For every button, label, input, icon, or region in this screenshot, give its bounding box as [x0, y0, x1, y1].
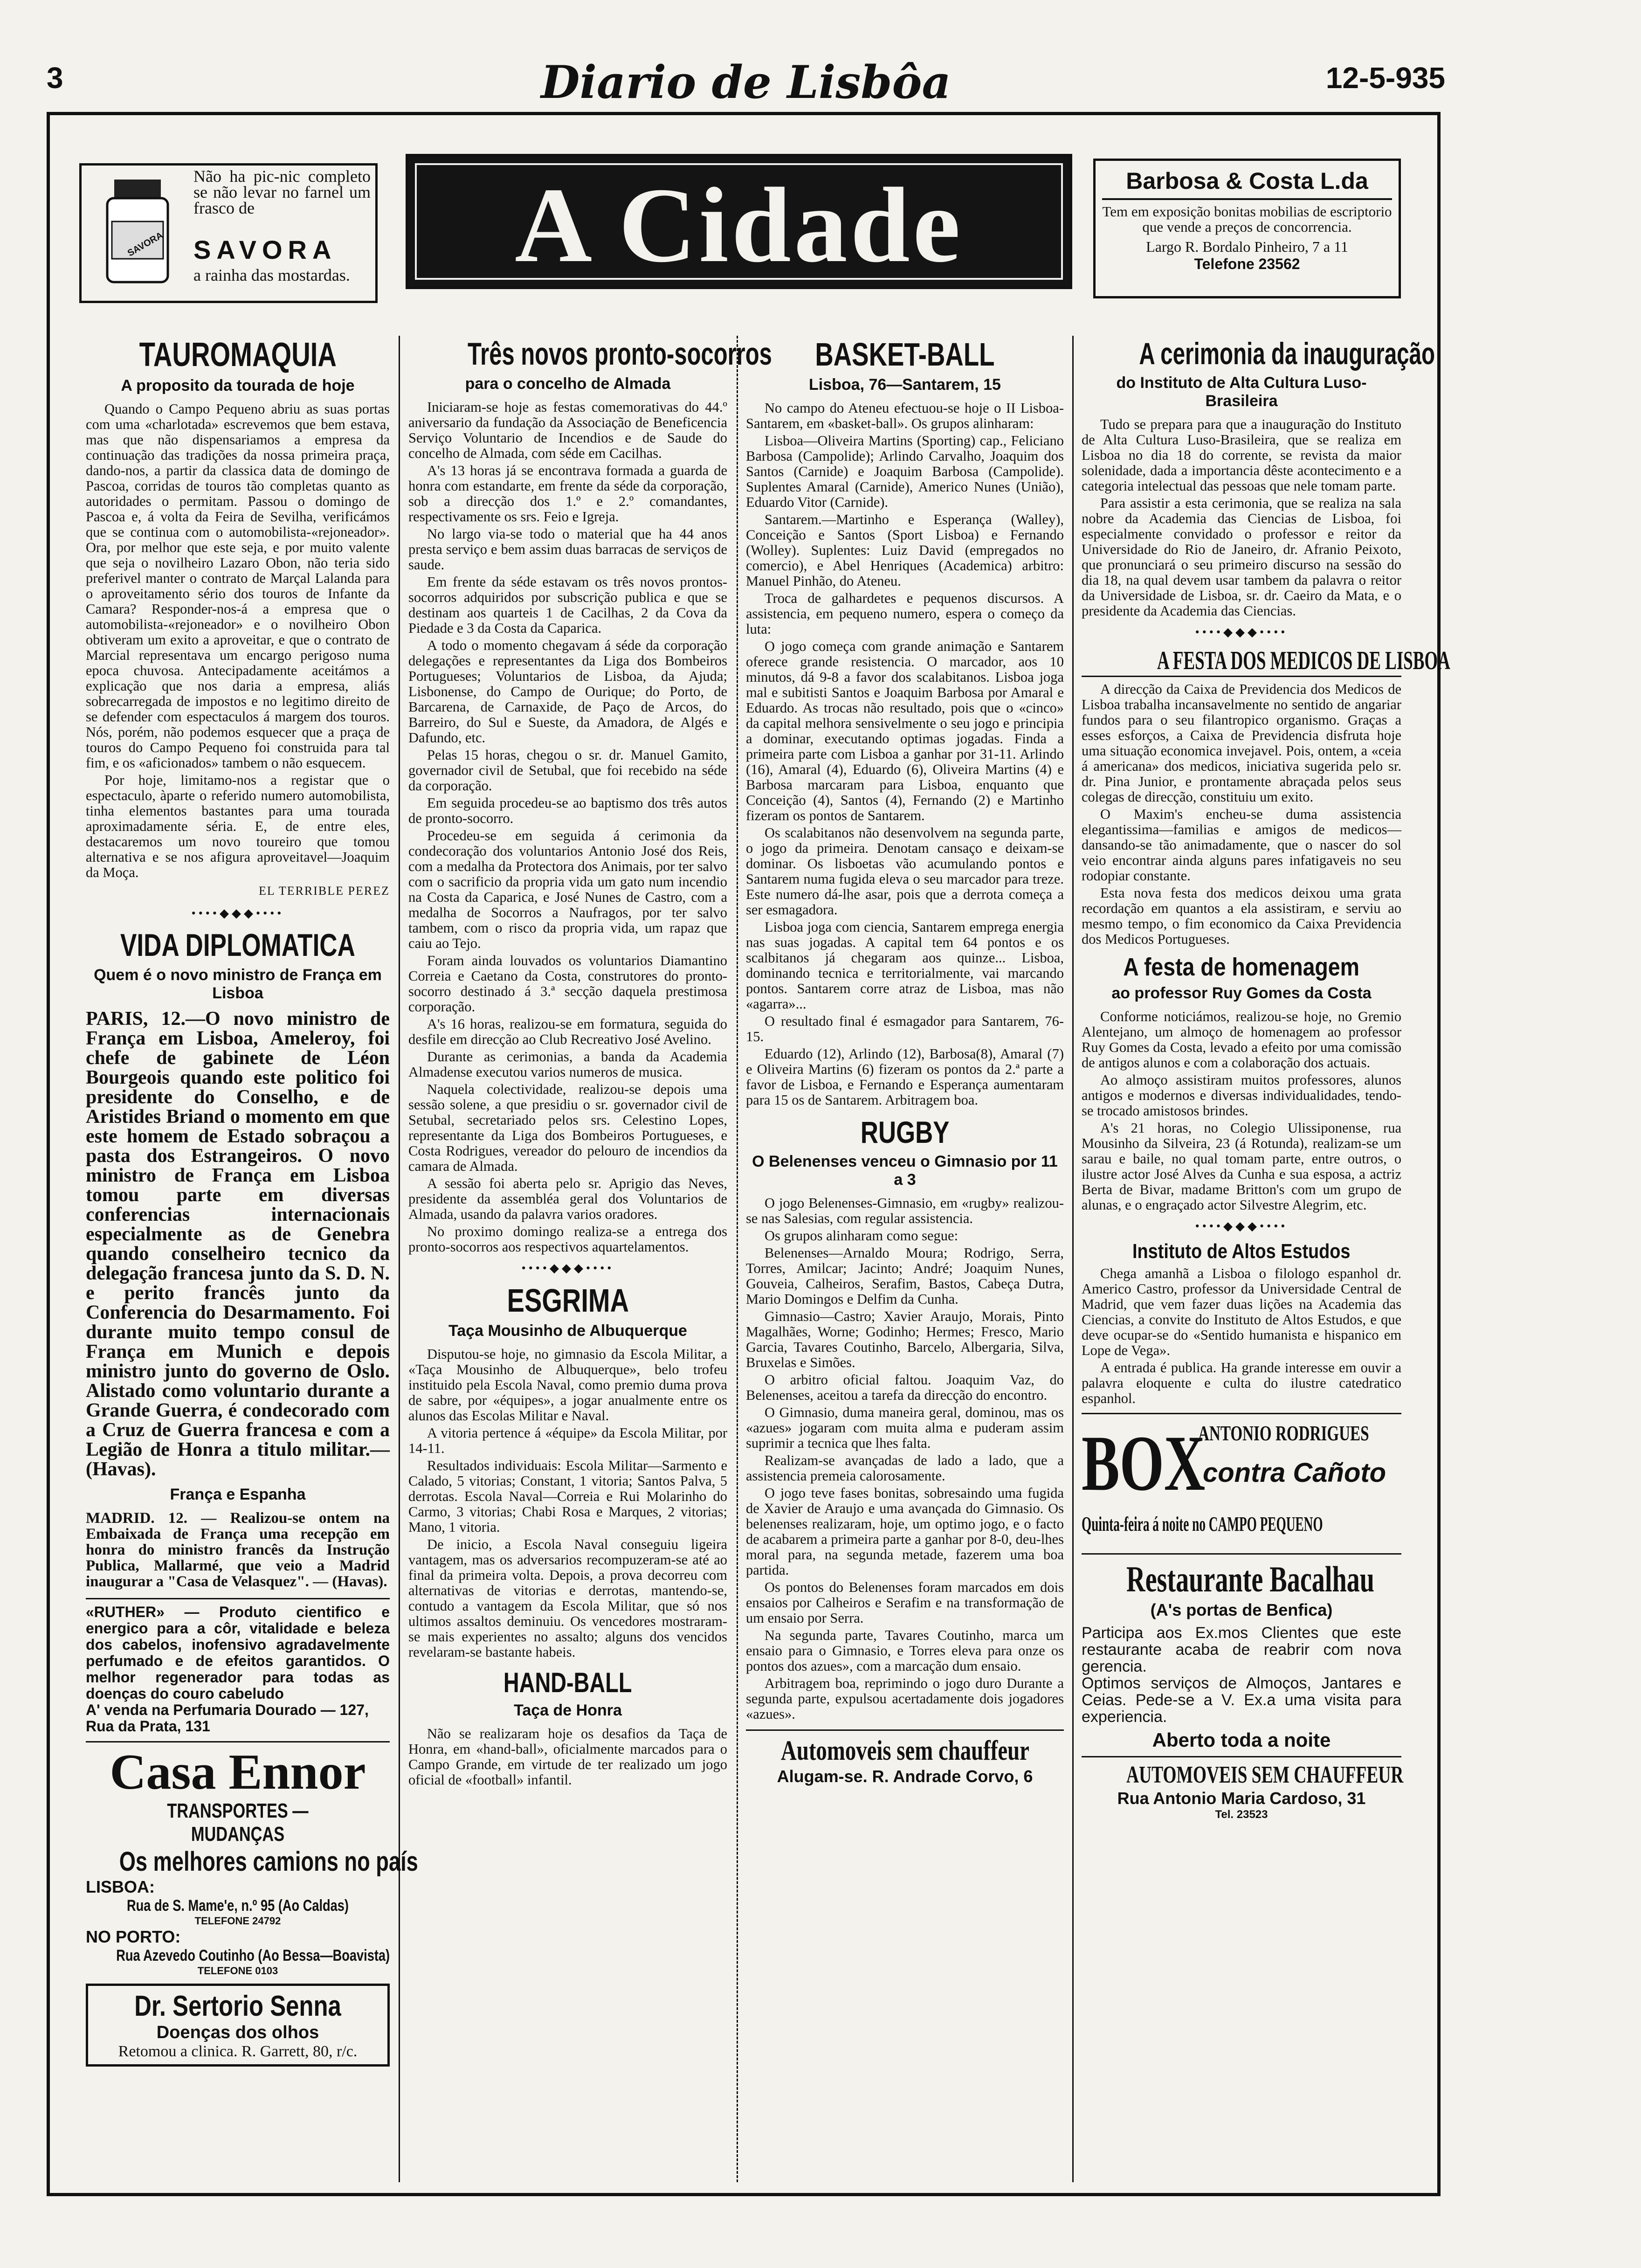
ennor-services: TRANSPORTES — MUDANÇAS — [167, 1799, 309, 1846]
paragraph: Naquela colectividade, realizou-se depois uma sessão solene, a que presidiu o sr. governador civil de Setubal, secretariado pelos srs. Celestino Lopes, representante da Liga dos Bombeiros Portugueses, e Costa Rodrigues, vereador do pelouro de incendios da camara de Almada. — [408, 1081, 727, 1174]
paragraph: Não se realizaram hoje os desafios da Taça de Honra, em «hand-ball», oficialmente marcados para o Campo Grande, em virtude de ter realizado um jogo oficial de «football» infantil. — [408, 1726, 727, 1788]
ruther-shop: A' venda na Perfumaria Dourado — 127, Rua da Prata, 131 — [86, 1701, 369, 1735]
paragraph: Foram ainda louvados os voluntarios Diamantino Correia e Caetano da Costa, construtores do pronto-socorro destinado á 3.ª secção daquela prestimosa corporação. — [408, 953, 727, 1015]
paragraph: Para assistir a esta cerimonia, que se realiza na sala nobre da Academia das Ciencias de Lisboa, foi especialmente convidado o professor e reitor da Universidade do Rio de Janeiro, dr. Afranio Peixoto, que pronunciará o seu primeiro discurso na sessão do dia 18, na qual devem usar tambem da palavra o reitor da Universidade de Lisboa, sr. dr. Caeiro da Mata, e o presidente da Academia das Ciencias. — [1082, 495, 1401, 619]
ad-box-fight — [1082, 1413, 1401, 1553]
issue-date: 12-5-935 — [1325, 61, 1445, 95]
ornament-divider: ••••◆◆◆•••• — [1195, 1219, 1288, 1233]
headline-rugby: RUGBY — [860, 1115, 950, 1149]
column-3 — [739, 336, 1070, 2182]
paragraph: Ao almoço assistiram muitos professores, alunos antigos e modernos e diversas individualidades, tendo-se trocado amistosos brindes. — [1082, 1072, 1401, 1119]
paragraph: Em frente da séde estavam os três novos prontos-socorros adquiridos por subscrição publica e que se destinam aos quarteis 1 de Cacilhas, 2 da Cova da Piedade e 3 da Costa da Caparica. — [408, 574, 727, 636]
paragraph: A direcção da Caixa de Previdencia dos Medicos de Lisboa trabalha incansavelmente no sentido de angariar fundos para o seu filantropico organismo. Graças a esses esforços, a Caixa de Previdencia disfruta hoje uma situação economica invejavel. Pois, ontem, a «ceia á americana» dos medicos, iniciativa sugerida pelo sr. dr. Pina Junior, e prontamente abraçada pelos seus colegas de direcção, constituiu um exito. — [1082, 681, 1401, 805]
paragraph: Disputou-se hoje, no gimnasio da Escola Militar, a «Taça Mousinho de Albuquerque», belo trofeu instituido pela Escola Naval, como premio duma prova de sabre, por «équipes», a jogar anualmente entre os alunos das Escolas Militar e Naval. — [408, 1346, 727, 1424]
masthead: Diario de Lisbôa — [541, 56, 951, 109]
ad-barbosa-costa — [1093, 159, 1401, 298]
headline-hand-ball: HAND-BALL — [503, 1667, 632, 1698]
box-fighter-1: ANTONIO RODRIGUES — [1198, 1421, 1369, 1445]
headline-tauromaquia: TAUROMAQUIA — [139, 336, 337, 373]
paragraph: Em seguida procedeu-se ao baptismo dos três autos de pronto-socorro. — [408, 795, 727, 826]
article-inauguracao — [1082, 417, 1401, 619]
paragraph: Realizam-se avançadas de lado a lado, que a assistencia premeia calorosamente. — [746, 1452, 1064, 1484]
restaurant-location: (A's portas de Benfica) — [1150, 1600, 1333, 1619]
barbosa-text: Tem em exposição bonitas mobilias de escriptorio que vende a preços de concorrencia. — [1102, 203, 1392, 235]
paragraph: Pelas 15 horas, chegou o sr. dr. Manuel Gamito, governador civil de Setubal, que foi recebido na séde da corporação. — [408, 747, 727, 794]
ennor-slogan: Os melhores camions no país — [119, 1846, 418, 1877]
headline-esgrima: ESGRIMA — [507, 1282, 629, 1319]
paragraph: Eduardo (12), Arlindo (12), Barbosa(8), Amaral (7) e Oliveira Martins (6) fizeram os pontos da 2.ª parte a favor de Lisboa, e Fernando e Esperança aumentaram para 15 os de Santarem. Arbitragem boa. — [746, 1046, 1064, 1108]
restaurant-services: Optimos serviços de Almoços, Jantares e Ceias. Pede-se a V. Ex.a uma visita para experiencia. — [1082, 1674, 1401, 1726]
paragraph: Os scalabitanos não desenvolvem na segunda parte, o jogo da primeira. Denotam cansaço e deixam-se dominar. Os lisboetas vão acumulando pontos e Santarem numa fugida eleva o seu marcador para treze. Este numero dá-lhe asar, pois que a derrota começa a ser esmagadora. — [746, 825, 1064, 918]
headline-pronto-socorros: Três novos pronto-socorros — [467, 336, 772, 372]
savora-tagline: a rainha das mostardas. — [193, 266, 350, 284]
paragraph: Quando o Campo Pequeno abriu as suas portas com uma «charlotada» escrevemos que bem estava, mas que não dispensariamos a empresa da continuação das tradições da nossa primeira praça, dando-nos, a partir da classica data de domingo de Pascoa, corridas de touros tão completas quanto as autoridades o permitam. Passou o domingo de Pascoa e, á volta da Feira de Sevilha, verificámos que se continua com o automobilista-«rejoneador». Ora, por melhor que este seja, e por muito valente que seja o novilheiro Lazaro Obon, não teria sido preferivel manter o contrato de Marçal Lalanda para o aproveitamento sério dos touros de Infante da Camara? Responder-nos-á a empresa que o automobilista-«rejoneador» e o novilheiro Obon obtiveram um exito a aproveitar, e que o contrato de Marcial representava um encargo perigoso numa epoca chuvosa. Antecipadamente aceitámos a explicação que nos daria a empresa, aliás sobrecarregada de impostos e no legitimo direito de se defender com espectaculos á margem dos touros. Nós, porém, não podemos esquecer que a praça de touros do Campo Pequeno foi construida para tal fim, e os «aficionados» tambem o não esquecem. — [86, 401, 390, 771]
column-4 — [1075, 336, 1450, 2182]
byline: EL TERRIBLE PEREZ — [259, 884, 390, 898]
senna-specialty: Doenças dos olhos — [156, 2023, 319, 2042]
ad-automoveis-corvo — [746, 1729, 1064, 1786]
paragraph: O arbitro oficial faltou. Joaquim Vaz, do Belenenses, aceitou a tarefa da direcção do encontro. — [746, 1372, 1064, 1403]
paragraph: Procedeu-se em seguida á cerimonia da condecoração dos voluntarios Antonio José dos Reis, com a medalha da Protectora dos Animais, por ter salvo com o sacrificio da propria vida um gato num incendio na Costa da Caparica, e José Nunes de Castro, com a medalha de Socorros a Naufragos, por ter salvo tambem, com o risco da propria vida, um rapaz que caiu ao Tejo. — [408, 828, 727, 951]
barbosa-name: Barbosa & Costa L.da — [1102, 167, 1392, 200]
article-rugby — [746, 1196, 1064, 1722]
auto-cardoso-address: Rua Antonio Maria Cardoso, 31 — [1117, 1789, 1366, 1808]
paragraph: Lisboa—Oliveira Martins (Sporting) cap., Feliciano Barbosa (Campolide); Arlindo Carvalho, Joaquim dos Santos (Carnide) e Joaquim Barbosa (Campolide). Suplentes Amaral (Carnide), Americo Nunes (União), Eduardo Vitor (Carnide). — [746, 433, 1064, 510]
article-pronto-socorros — [408, 400, 727, 1255]
ornament-divider: ••••◆◆◆•••• — [191, 906, 284, 920]
paragraph: O jogo começa com grande animação e Santarem oferece grande resistencia. O marcador, aos 10 minutos, dá 9-8 a favor dos scalabitanos. Lisboa joga mal e subitisti Santos e Joaquim Barbosa por Amaral e Eduardo. As trocas não resultado, pois que o «cinco» da capital melhora sensivelmente o seu jogo e principia a dominar, executando optimas jogadas. Finda a primeira parte com Lisboa a ganhar por 31-11. Arlindo (16), Amaral (4), Eduardo (6), Oliveira Martins (4) e Barbosa marcaram para Lisboa, enquanto que Conceição (4), Santos (4), Fernando (2) e Martinho fizeram os pontos de Santarem. — [746, 638, 1064, 823]
subhead-rugby: O Belenenses venceu o Gimnasio por 11 a 3 — [752, 1153, 1058, 1189]
savora-text: Não ha pic-nic completo se não levar no farnel um frasco de — [193, 167, 371, 217]
article-basket-ball — [746, 401, 1064, 1108]
article-homenagem — [1082, 1009, 1401, 1213]
article-tauromaquia — [86, 401, 390, 880]
paragraph: Belenenses—Arnaldo Moura; Rodrigo, Serra, Torres, Amilcar; Jacinto; André; Joaquim Nunes, Gouveia, Calheiros, Serafim, Bastos, Cabeça Dutra, Mario Domingos e Delfim da Cunha. — [746, 1245, 1064, 1307]
paragraph: Resultados individuais: Escola Militar—Sarmento e Calado, 5 vitorias; Constant, 1 vitoria; Santos Palva, 5 derrotas. Escola Naval—Correia e Rui Molarinho do Carmo, 3 vitorias; Chabi Rosa e Marques, 2 vitorias; Mano, 1 vitoria. — [408, 1458, 727, 1535]
paragraph: O Gimnasio, duma maneira geral, dominou, mas os «azues» jogaram com muita alma e puderam assim suprimir a tecnica que lhes falta. — [746, 1404, 1064, 1451]
subhead-ruy-gomes: ao professor Ruy Gomes da Costa — [1111, 984, 1372, 1002]
paragraph: Iniciaram-se hoje as festas comemorativas do 44.º aniversario da fundação da Associação de Beneficencia Serviço Voluntario de Incendios e de Saude do concelho de Almada, com séde em Cacilhas. — [408, 399, 727, 461]
ad-automoveis-cardoso — [1082, 1756, 1404, 1821]
paragraph: Na segunda parte, Tavares Coutinho, marca um ensaio para o Gimnasio, e Torres eleva para onze os pontos dos azues», com a marcação dum ensaio. — [746, 1627, 1064, 1674]
paragraph: Por hoje, limitamo-nos a registar que o espectaculo, àparte o referido numero automobilista, tinha elementos bastantes para uma tourada aproximadamente séria. E, de entre eles, destacaremos um novo toureiro que tomou alternativa e se nos afigura aproveitavel—Joaquim da Moça. — [86, 772, 390, 880]
paragraph: Tudo se prepara para que a inauguração do Instituto de Alta Cultura Luso-Brasileira, que se realiza em Lisboa no dia 18 do corrente, se revista da maior solenidade, dada a importancia dêste acontecimento e a categoria intelectual das pessoas que nele tomam parte. — [1082, 416, 1401, 494]
ad-casa-ennor — [86, 1741, 418, 1977]
page-header — [47, 56, 1445, 107]
subhead-taca-mousinho: Taça Mousinho de Albuquerque — [448, 1322, 687, 1340]
box-fighter-2: contra Cañoto — [1203, 1458, 1386, 1488]
headline-vida-diplomatica: VIDA DIPLOMATICA — [120, 927, 355, 963]
column-2 — [402, 336, 772, 2182]
ornament-divider: ••••◆◆◆•••• — [1195, 625, 1288, 639]
headline-homenagem: A festa de homenagem — [1123, 953, 1360, 981]
savora-brand: SAVORA — [193, 235, 337, 264]
paragraph: O jogo Belenenses-Gimnasio, em «rugby» realizou-se nas Salesias, com regular assistencia. — [746, 1195, 1064, 1226]
section-title: A Cidade — [415, 163, 1063, 280]
barbosa-phone: Telefone 23562 — [1194, 256, 1300, 272]
ennor-lisboa-phone: TELEFONE 24792 — [194, 1915, 281, 1927]
ennor-porto-address: Rua Azevedo Coutinho (Ao Bessa—Boavista) — [116, 1947, 390, 1964]
subhead-taca-honra: Taça de Honra — [514, 1701, 622, 1719]
ornament-divider: ••••◆◆◆•••• — [521, 1261, 614, 1275]
paragraph: Conforme noticiámos, realizou-se hoje, no Gremio Alentejano, um almoço de homenagem ao professor Ruy Gomes da Costa, levado a efeito por uma comissão de antigos alunos e com a colaboração dos actuais. — [1082, 1009, 1401, 1071]
article-hand-ball — [408, 1726, 727, 1788]
subhead-tourada: A proposito da tourada de hoje — [121, 377, 355, 394]
column-rule — [737, 336, 738, 2182]
box-word: BOX — [1082, 1419, 1206, 1507]
subhead-basket-score: Lisboa, 76—Santarem, 15 — [809, 376, 1001, 394]
ad-restaurante-bacalhau — [1082, 1553, 1401, 1751]
senna-name: Dr. Sertorio Senna — [134, 1990, 341, 2022]
ennor-lisboa-address: Rua de S. Mame'e, n.º 95 (Ao Caldas) — [127, 1897, 349, 1915]
column-rule — [399, 336, 400, 2182]
ennor-porto-phone: TELEFONE 0103 — [197, 1965, 278, 1977]
paragraph: Santarem.—Martinho e Esperança (Walley), Conceição e Santos (Sport Lisboa) e Fernando (Wolley). Suplentes: Luiz David (empregados no comercio), e Abel Henriques (Academica) arbitro: Manuel Pinhão, do Ateneu. — [746, 512, 1064, 589]
paragraph: Arbitragem boa, reprimindo o jogo duro Durante a segunda parte, expulsou acertadamente dois jogadores «azues». — [746, 1675, 1064, 1722]
paragraph: O Maxim's encheu-se duma assistencia elegantissima—familias e amigos de medicos—dansando-se tão animadamente, que o nascer do sol veio encontrar ainda alguns pares infatigaveis no seu rodopiar constante. — [1082, 806, 1401, 884]
headline-festa-medicos: A FESTA DOS MEDICOS DE LISBOA — [1157, 646, 1450, 675]
section-banner — [406, 154, 1072, 289]
headline-altos-estudos: Instituto de Altos Estudos — [1132, 1240, 1351, 1263]
paragraph: A's 13 horas já se encontrava formada a guarda de honra com estandarte, em frente da séde da corporação, sob a direcção dos 1.º e 2.º comandantes, respectivamente os srs. Feio e Igreja. — [408, 463, 727, 525]
auto-corvo-address: Alugam-se. R. Andrade Corvo, 6 — [777, 1767, 1033, 1786]
paragraph: Troca de galhardetes e pequenos discursos. A assistencia, em pequeno numero, espera o começo da luta: — [746, 590, 1064, 637]
restaurant-hours: Aberto toda a noite — [1152, 1729, 1331, 1751]
senna-address: Retomou a clinica. R. Garrett, 80, r/c. — [118, 2043, 358, 2060]
paragraph: O resultado final é esmagador para Santarem, 76-15. — [746, 1013, 1064, 1044]
article-ministro: PARIS, 12.—O novo ministro de França em Lisboa, Ameleroy, foi chefe de gabinete de Léon Bourgeois quando este politico foi presidente do Conselho, e de Aristides Briand o momento em que este homem de Estado sobraçou a pasta dos Estrangeiros. O novo ministro de França em Lisboa tomou parte em diversas conferencias internacionais especialmente as de Genebra quando conselheiro tecnico da delegação francesa junto da S. D. N. e perito francês junto da Conferencia do Desarmamento. Foi durante muito tempo consul de França em Munich e depois ministro junto do governo de Oslo. Alistado como voluntario durante a Grande Guerra, é condecorado com a Cruz de Guerra francesa e com a Legião de Honra a titulo militar.—(Havas). — [86, 1008, 390, 1480]
paragraph: De inicio, a Escola Naval conseguiu ligeira vantagem, mas os adversarios recompuzeram-se até ao final da primeira volta. Depois, a prova decorreu com alternativas de vitorias e derrotas, mantendo-se, contudo a vantagem da Escola Militar, que só nos ultimos assaltos deminuiu. Os vencedores mostraram-se mais experientes no assalto; alguns dos vencidos revelaram-se bastante habeis. — [408, 1536, 727, 1660]
article-festa-medicos — [1082, 682, 1401, 947]
subhead-ministro: Quem é o novo ministro de França em Lisboa — [94, 966, 382, 1002]
restaurant-text: Participa aos Ex.mos Clientes que este restaurante acaba de reabrir com nova gerencia. — [1082, 1624, 1401, 1675]
paragraph: Lisboa joga com ciencia, Santarem emprega energia nas suas jogadas. A capital tem 64 pontos e os scalbitanos já chegaram aos quinze... Lisboa, dominando tecnica e territorialmente, vai marcando pontos. Santarem corre atraz de Lisboa, mas não «agarra»... — [746, 919, 1064, 1012]
paragraph: O jogo teve fases bonitas, sobresaindo uma fugida de Xavier de Araujo e uma avançada do Gimnasio. Os belenenses realizaram, hoje, um optimo jogo, e o facto de acabarem a primeira parte a ganhar por 8-0, deu-lhes moral para, na segunda metade, fazerem uma boa partida. — [746, 1485, 1064, 1578]
ennor-porto-label: NO PORTO: — [86, 1927, 181, 1946]
ad-savora — [79, 163, 378, 303]
mustard-jar-icon — [91, 175, 184, 291]
auto-cardoso-title: AUTOMOVEIS SEM CHAUFFEUR — [1126, 1762, 1404, 1788]
column-1 — [79, 336, 418, 2182]
paragraph: No campo do Ateneu efectuou-se hoje o II Lisboa-Santarem, em «basket-ball». Os grupos alinharam: — [746, 400, 1064, 431]
paragraph: A entrada é publica. Ha grande interesse em ouvir a palavra eloquente e culta do ilustre catedratico espanhol. — [1082, 1360, 1401, 1406]
ennor-name: Casa Ennor — [110, 1744, 366, 1800]
paragraph: Esta nova festa dos medicos deixou uma grata recordação em quantos a ela assistiram, e serviu ao mesmo tempo, o fim economico da Caixa Previdencia dos Medicos Portugueses. — [1082, 885, 1401, 947]
subhead-almada: para o concelho de Almada — [465, 375, 671, 393]
page-number: 3 — [47, 61, 63, 95]
headline-inauguracao: A cerimonia da inauguração — [1139, 336, 1435, 371]
box-when-where: Quinta-feira á noite no CAMPO PEQUENO — [1082, 1513, 1323, 1535]
paragraph: A sessão foi aberta pelo sr. Aprigio das Neves, presidente da assembléa geral dos Voluntarios de Almada, usando da palavra varios oradores. — [408, 1175, 727, 1222]
paragraph: Durante as cerimonias, a banda da Academia Almadense executou varios numeros de musica. — [408, 1049, 727, 1080]
paragraph: A's 21 horas, no Colegio Ulissiponense, rua Mousinho da Silveira, 23 (á Rotunda), realizam-se um sarau e baile, no qual tomam parte, entre outros, o ilustre actor José Alves da Cunha e sua esposa, a actriz Berta de Bivar, madame Britton's com um grupo de alunas, e o engraçado actor Silvestre Alegrim, etc. — [1082, 1120, 1401, 1213]
column-rule — [1072, 336, 1074, 2182]
paragraph: Os grupos alinharam como segue: — [765, 1228, 958, 1244]
article-esgrima — [408, 1347, 727, 1660]
paragraph: No proximo domingo realiza-se a entrega dos pronto-socorros aos respectivos aquartelamentos. — [408, 1224, 727, 1255]
headline-basket-ball: BASKET-BALL — [815, 336, 995, 373]
auto-corvo-title: Automoveis sem chauffeur — [781, 1735, 1029, 1766]
restaurant-name: Restaurante Bacalhau — [1126, 1559, 1375, 1599]
paragraph: A's 16 horas, realizou-se em formatura, seguida do desfile em direcção ao Club Recreativo José Avelino. — [408, 1016, 727, 1047]
article-altos-estudos — [1082, 1266, 1401, 1406]
paragraph: A todo o momento chegavam á séde da corporação delegações e representantes da Liga dos Bombeiros Portugueses; Voluntarios de Lisboa, da Ajuda; Lisbonense, do Campo de Ourique; do Porto, de Barcarena, de Carnaxide, de Paço de Arcos, do Barreiro, do Sul e Sueste, da Amadora, de Algés e Dafundo, etc. — [408, 637, 727, 746]
paragraph: Chega amanhã a Lisboa o filologo espanhol dr. Americo Castro, professor da Universidade Central de Madrid, que vem fazer duas lições na Academia das Ciencias, a convite do Instituto de Altos Estudos, e que deve ocupar-se do «Sentido humanista e hispanico em Lope de Vega». — [1082, 1265, 1401, 1358]
paragraph: Gimnasio—Castro; Xavier Araujo, Morais, Pinto Magalhães, Worne; Godinho; Hermes; Fresco, Mario Garcia, Tavares Coutinho, Barcelo, Albergaria, Silva, Bruxelas e Simões. — [746, 1308, 1064, 1370]
jar-label: SAVORA — [125, 230, 165, 259]
barbosa-address: Largo R. Bordalo Pinheiro, 7 a 11 — [1146, 238, 1348, 255]
ennor-lisboa-label: LISBOA: — [86, 1877, 155, 1896]
subhead-instituto: do Instituto de Alta Cultura Luso-Brasileira — [1116, 374, 1367, 410]
paragraph: A vitoria pertence á «équipe» da Escola Militar, por 14-11. — [408, 1425, 727, 1456]
paragraph: No largo via-se todo o material que ha 44 anos presta serviço e bem assim duas barracas de serviços de saude. — [408, 526, 727, 573]
ruther-text: «RUTHER» — Produto cientifico e energico para a côr, vitalidade e beleza dos cabelos, inofensivo agradavelmente perfumado e de efeitos garantidos. O melhor regenerador para todas as doenças do couro cabeludo — [86, 1604, 390, 1702]
subhead-franca-espanha: França e Espanha — [170, 1486, 306, 1503]
article-madrid: MADRID. 12. — Realizou-se ontem na Embaixada de França uma recepção em honra do ministro francês da Instrução Publica, Mallarmé, que veio a Madrid inaugurar a "Casa de Velasquez". — (Havas). — [86, 1510, 390, 1590]
auto-cardoso-phone: Tel. 23523 — [1215, 1808, 1268, 1821]
ad-sertorio-senna — [86, 1984, 390, 2067]
ad-ruther — [86, 1598, 390, 1735]
paragraph: Os pontos do Belenenses foram marcados em dois ensaios por Calheiros e Serafim e na transformação de um ensaio por Serra. — [746, 1579, 1064, 1626]
